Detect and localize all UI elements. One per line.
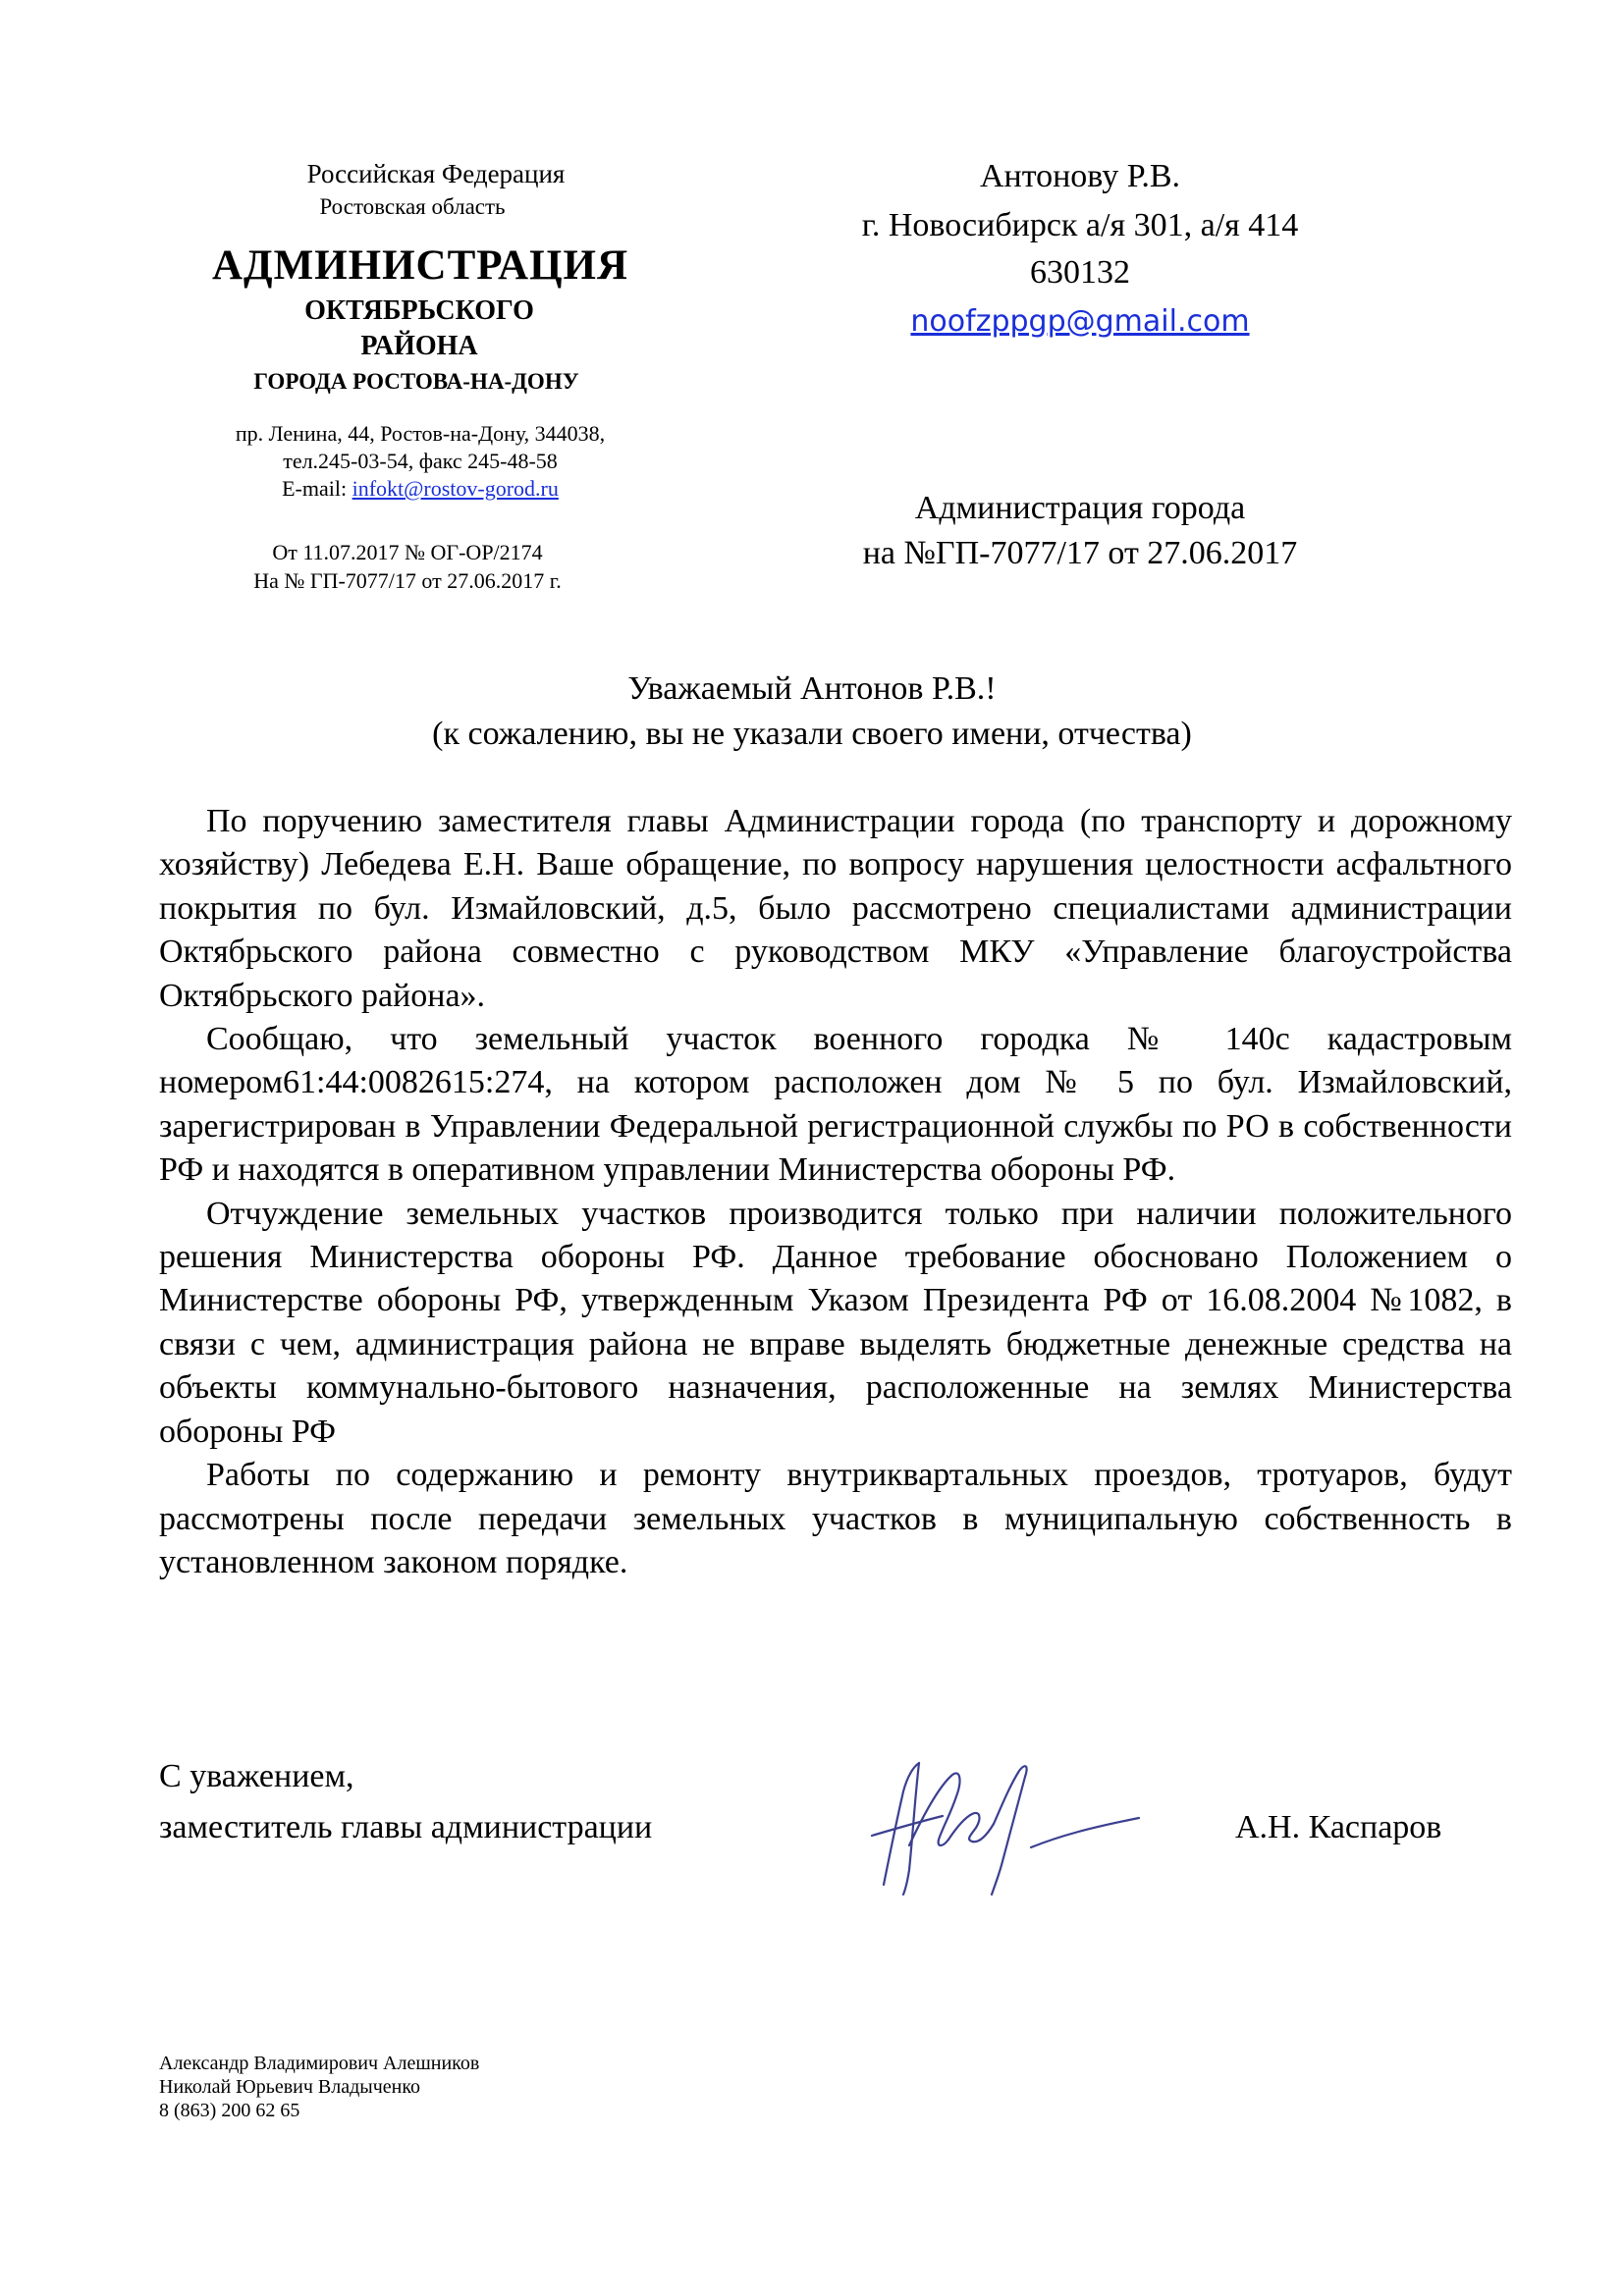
body-paragraph-3: Отчуждение земельных участков производится только при наличии положительного решения Министерства обороны РФ. Данное требование обосновано Положением о Министерстве обороны РФ, утвержденным Указом Президента РФ от 16.08.2004 №1082, в связи с чем, администрация района не вправе выделять бюджетные денежные средства на объекты коммунально-бытового назначения, расположенные на землях Министерства обороны РФ [159, 1195, 1512, 1450]
letterhead-district-line2: РАЙОНА [360, 331, 478, 361]
recipient-email-link[interactable]: noofzppgp@gmail.com [910, 304, 1250, 339]
handwritten-signature-icon [844, 1737, 1168, 1904]
body-paragraph-4: Работы по содержанию и ремонту внутриквартальных проездов, тротуаров, будут рассмотрены после передачи земельных участков в муниципальную собственность в установленном законом порядке. [159, 1457, 1512, 1580]
signature-title: заместитель главы администрации [159, 1809, 653, 1845]
greeting-note: (к сожалению, вы не указали своего имени, отчества) [432, 716, 1192, 752]
executor-name-1: Александр Владимирович Алешников [159, 2053, 480, 2074]
recipient-copy-to: Администрация города [914, 490, 1246, 526]
greeting-line: Уважаемый Антонов Р.В.! [627, 670, 997, 707]
recipient-reference: на №ГП-7077/17 от 27.06.2017 [862, 535, 1298, 571]
signature-name: А.Н. Каспаров [1235, 1809, 1442, 1845]
letter-body [159, 800, 1512, 1584]
body-paragraph-2: Сообщаю, что земельный участок военного городка № 140с кадастровым номером61:44:0082615:274, на котором расположен дом № 5 по бул. Измайловский, зарегистрирован в Управлении Федеральной регистрационной службы по РО в собственности РФ и находятся в оперативном управлении Министерства обороны РФ. [159, 1021, 1512, 1189]
signature-regards: С уважением, [159, 1758, 354, 1794]
letterhead-city: ГОРОДА РОСТОВА-НА-ДОНУ [253, 369, 579, 394]
letterhead-country: Российская Федерация [306, 159, 566, 188]
recipient-name: Антонову Р.В. [979, 158, 1181, 194]
recipient-zip: 630132 [1030, 254, 1130, 291]
letterhead-outgoing-number: От 11.07.2017 № ОГ-ОР/2174 [272, 540, 543, 564]
letterhead-district-line1: ОКТЯБРЬСКОГО [304, 295, 534, 326]
recipient-address: г. Новосибирск а/я 301, а/я 414 [861, 207, 1299, 243]
executor-name-2: Николай Юрьевич Владыченко [159, 2076, 421, 2098]
letterhead-phones: тел.245-03-54, факс 245-48-58 [283, 449, 558, 473]
letterhead-admin-title: АДМИНИСТРАЦИЯ [211, 242, 629, 289]
recipient-email [785, 300, 1375, 344]
body-paragraph-1: По поручению заместителя главы Администрации города (по транспорту и дорожному хозяйству) Лебедева Е.Н. Ваше обращение, по вопросу нарушения целостности асфальтного покрытия по бул. Измайловский, д.5, было рассмотрено специалистами администрации Октябрьского района совместно с руководством МКУ «Управление благоустройства Октябрьского района». [159, 803, 1512, 1014]
executor-phone: 8 (863) 200 62 65 [159, 2100, 300, 2121]
letterhead-email-line [187, 475, 654, 503]
letterhead-email-label: E-mail: [282, 476, 352, 501]
letterhead-email-link[interactable]: infokt@rostov-gorod.ru [352, 476, 559, 501]
letterhead-region: Ростовская область [319, 194, 506, 219]
letterhead-address: пр. Ленина, 44, Ростов-на-Дону, 344038, [235, 421, 606, 446]
letterhead-reference-number: На № ГП-7077/17 от 27.06.2017 г. [253, 568, 562, 593]
